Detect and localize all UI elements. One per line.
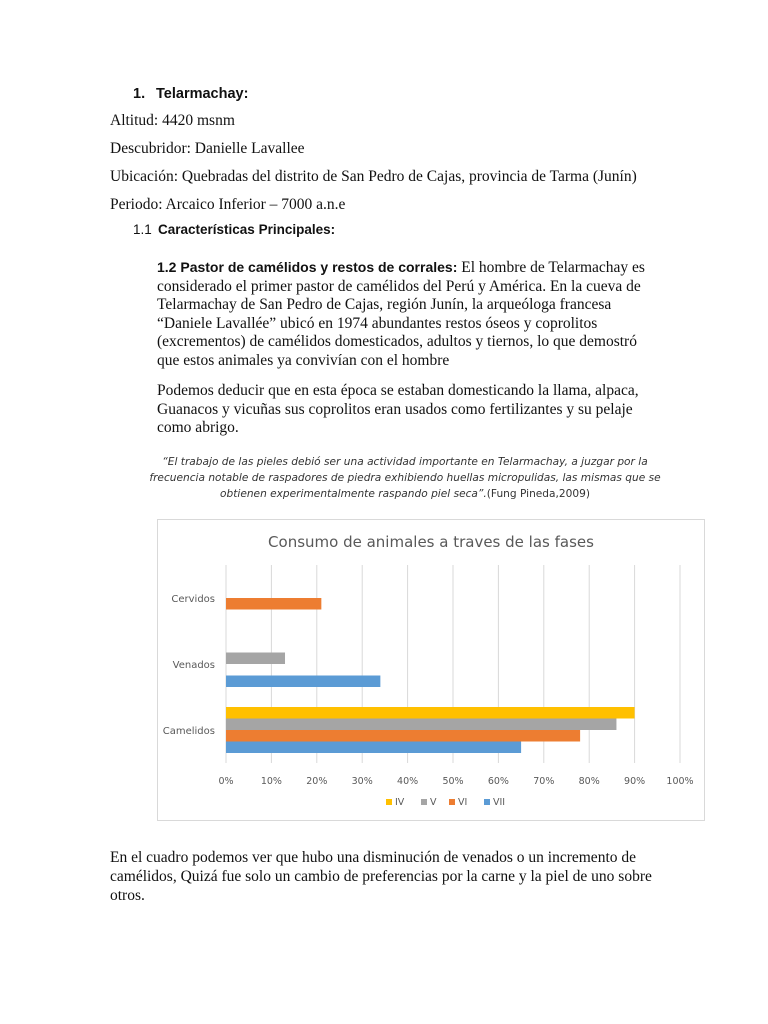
bar-iv-camelidos — [226, 707, 635, 719]
info-periodo: Periodo: Arcaico Inferior – 7000 a.n.e — [110, 196, 346, 213]
x-tick-label: 60% — [487, 776, 509, 787]
bar-vii-camelidos — [226, 742, 521, 754]
quote-citation: (Fung Pineda,2009) — [486, 488, 590, 500]
quote-text: “El trabajo de las pieles debió ser una actividad importante en Telarmachay, a juzgar por la frecuencia notable de raspadores de piedra exhibiendo huellas micropulidas, las mismas que se obtienen experimentalmente raspando piel seca”. — [149, 456, 661, 500]
legend-swatch-vii — [484, 799, 490, 805]
chart-title: Consumo de animales a traves de las fases — [268, 533, 594, 551]
bar-vi-camelidos — [226, 730, 580, 742]
legend-label-vii: VII — [493, 797, 506, 808]
x-tick-label: 0% — [218, 776, 234, 787]
chart-container — [157, 519, 705, 821]
x-tick-label: 70% — [533, 776, 555, 787]
x-tick-label: 100% — [666, 776, 694, 787]
section-1-2-paragraph — [157, 258, 657, 370]
legend-swatch-v — [421, 799, 427, 805]
info-descubridor: Descubridor: Danielle Lavallee — [110, 140, 305, 157]
x-tick-label: 30% — [351, 776, 373, 787]
x-tick-label: 50% — [442, 776, 464, 787]
legend-label-v: V — [430, 797, 437, 808]
section-1-1-number: 1.1 — [133, 222, 152, 237]
consumption-chart — [158, 520, 704, 820]
x-tick-label: 20% — [306, 776, 328, 787]
section-1-1-heading — [133, 222, 335, 237]
deduction-paragraph: Podemos deducir que en esta época se estaban domesticando la llama, alpaca, Guanacos y vicuñas sus coprolitos eran usados como fertilizantes y su pelaje como abrigo. — [157, 382, 639, 436]
category-label: Venados — [172, 660, 215, 671]
x-tick-label: 40% — [397, 776, 419, 787]
info-altitud: Altitud: 4420 msnm — [110, 112, 235, 129]
bar-v-camelidos — [226, 719, 616, 731]
category-label: Cervidos — [171, 594, 215, 605]
legend-label-vi: VI — [458, 797, 468, 808]
legend-swatch-vi — [449, 799, 455, 805]
bar-v-venados — [226, 653, 285, 665]
quote-block — [145, 454, 665, 502]
legend-label-iv: IV — [395, 797, 405, 808]
category-label: Camelidos — [162, 726, 215, 737]
heading-title: Telarmachay: — [156, 86, 249, 102]
section-1-2-title: 1.2 Pastor de camélidos y restos de corrales: — [157, 259, 458, 275]
heading-telarmachay — [133, 86, 248, 102]
legend-swatch-iv — [386, 799, 392, 805]
closing-paragraph: En el cuadro podemos ver que hubo una disminución de venados o un incremento de camélidos, Quizá fue solo un cambio de preferencias por la carne y la piel de uno sobre otros. — [110, 849, 652, 904]
x-tick-label: 90% — [624, 776, 646, 787]
section-1-1-title: Características Principales: — [158, 222, 336, 237]
info-ubicacion: Ubicación: Quebradas del distrito de San Pedro de Cajas, provincia de Tarma (Junín) — [110, 168, 637, 185]
section-1-2-body: El hombre de Telarmachay es considerado el primer pastor de camélidos del Perú y América. En la cueva de Telarmachay de San Pedro de Cajas, región Junín, la arqueóloga francesa “Daniele Lavallée” ubicó en 1974 abundantes restos óseos y coprolitos (excrementos) de camélidos domesticados, adultos y tiernos, lo que demostró que estos animales ya convivían con el hombre — [157, 259, 645, 369]
heading-number: 1. — [133, 86, 146, 102]
bar-vii-venados — [226, 676, 380, 688]
bar-vi-cervidos — [226, 598, 321, 610]
x-tick-label: 10% — [260, 776, 282, 787]
x-tick-label: 80% — [578, 776, 600, 787]
